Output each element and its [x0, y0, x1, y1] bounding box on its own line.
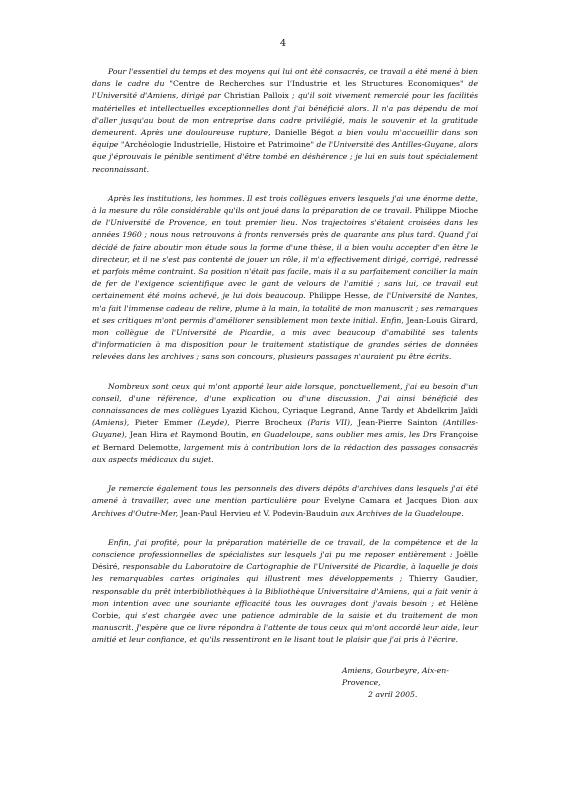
body-text-segment: et [403, 406, 418, 416]
name-text: Jean-Pierre Sainton [358, 418, 438, 428]
body-text-segment: et [389, 496, 407, 506]
name-text: Pierre Brocheux [235, 418, 302, 428]
body-text-segment: Après les institutions, les hommes. Il est trois collègues envers lesquels j'ai une énorme dette, à la mesure du rôle considérable qu'ils ont joué dans la préparation de ce travail. [92, 193, 478, 216]
name-text: Jean-Paul Hervieu [180, 508, 251, 518]
name-text: Lyazid Kichou, Cyriaque Legrand, Anne Tardy [221, 406, 404, 416]
name-text: Bernard Delemotte [102, 442, 179, 452]
body-text-segment: de l'Université d'Amiens, dirigé par [92, 79, 478, 101]
page-number: 4 [279, 38, 287, 49]
body-text-segment: , responsable du Laboratoire de Cartographie de l'Université de Picardie, à laquelle je dois les remarquables cartes originales qui illustrent mes développements ; [92, 562, 478, 584]
name-text: Philippe Hesse [308, 291, 368, 301]
name-text: Hélène Corbie [92, 598, 478, 620]
name-text: V. Podevin-Bauduin [263, 508, 339, 518]
name-text: Philippe Mioche [414, 206, 478, 216]
name-text: Thierry Gaudier [408, 574, 476, 584]
body-text-segment: (Leyde), [192, 418, 236, 428]
body-text-segment: Pour l'essentiel du temps et des moyens qui lui ont été consacrés, ce travail a été mené à bien dans le cadre du [92, 67, 478, 89]
name-text: Pieter Emmer [134, 418, 193, 428]
body-text-segment: et [92, 442, 103, 452]
body-text-segment: de l'Université des Antilles-Guyane, alors que j'éprouvais le pénible sentiment d'être tombé en déshérence ; je lui en suis tout spécialement reconnaissant. [92, 140, 479, 174]
body-text-segment: Nombreux sont ceux qui m'ont apporté leur aide lorsque, ponctuellement, j'ai eu besoin d'un conseil, d'une référence, d'une explication ou d'une discussion. J'ai ainsi bénéficié des connaissances de mes collègues [92, 381, 478, 416]
body-text-segment: et [167, 430, 181, 440]
paragraph-institutions [92, 66, 478, 176]
name-text: Christian Palloix [224, 91, 289, 101]
body-text-segment: aux Archives de la Guadeloupe. [338, 508, 464, 518]
body-text-segment: et [250, 508, 264, 518]
body-text-segment: , qui s'est chargée avec une patience admirable de la saisie et du traitement de mon manuscrit. J'espère que ce livre répondra à l'attente de tous ceux qui m'ont accordé leur aide, leur amitié et leur confiance, et qu'ils ressentiront en le lisant tout le plaisir que j'ai pris à l'écrire. [92, 610, 478, 645]
paragraph-specialists [92, 537, 478, 647]
paragraph-advisors [92, 381, 478, 466]
name-text: Françoise [439, 430, 479, 440]
name-text: Jacques Dion [406, 496, 460, 506]
name-text: Abdelkrim Jaïdi [417, 406, 479, 416]
name-text: Joëlle Désiré [92, 549, 478, 572]
name-text: Evelyne Camara [324, 496, 390, 506]
name-text: Danielle Bégot [274, 128, 334, 138]
body-text-segment: , de l'Université de Nantes, m'a fait l'immense cadeau de relire, plume à la main, la totalité de mon manuscrit ; ses remarques et ses critiques m'ont permis d'améliorer sensiblement mon texte initial. Enfin, [92, 291, 478, 325]
name-text: "Archéologie Industrielle, Histoire et Patrimoine" [120, 140, 314, 150]
body-text-segment: (Paris VII), [301, 418, 359, 428]
body-text-segment: Je remercie également tous les personnels des divers dépôts d'archives dans lesquels j'ai été amené à travailler, avec une mention particulière pour [92, 484, 478, 506]
name-text: Raymond Boutin [180, 430, 247, 440]
body-text-segment: aux Archives d'Outre-Mer, [92, 496, 478, 518]
body-text-segment: , responsable du prêt interbibliothèques à la Bibliothèque Universitaire d'Amiens, qui a fait venir à mon intention avec une souriante efficacité tous les ouvrages dont j'avais besoin ; et [92, 574, 478, 608]
body-text-segment: , largement mis à contribution lors de la rédaction des passages consacrés aux aspects médicaux du sujet. [92, 442, 478, 464]
signature-places: Amiens, Gourbeyre, Aix-en-Provence, [342, 665, 449, 687]
body-text-segment: , en Guadeloupe, sans oublier mes amis, les Drs [246, 430, 440, 440]
body-text-segment: , mon collègue de l'Université de Picardie, a mis avec beaucoup d'amabilité ses talents d'informaticien à ma disposition pour le traitement statistique de grandes séries de données relevées dans les archives ; sans son concours, plusieurs passages n'auraient pu être écrits. [92, 315, 479, 362]
body-text-segment: Enfin, j'ai profité, pour la préparation matérielle de ce travail, de la compétence et de la conscience professionnelles de spécialistes sur lesquels j'ai pu me reposer entièrement : [92, 537, 478, 559]
signature-block [92, 665, 478, 702]
body-text-segment: a bien voulu m'accueillir dans son équipe [92, 128, 478, 150]
acknowledgements-text [92, 66, 478, 701]
body-text-segment: (Amiens), [92, 418, 135, 428]
body-text-segment: (Antilles-Guyane), [92, 418, 478, 440]
body-text-segment: de l'Université de Provence, en tout premier lieu. Nos trajectoires s'étaient croisées dans les années 1960 ; nous nous retrouvons à fronts renversés près de quarante ans plus tard. Quand j'ai décidé de faire aboutir mon étude sous la forme d'une thèse, il a bien voulu accepter d'en être le directeur, et il ne s'est pas contenté de jouer un rôle, il m'a effectivement dirigé, corrigé, redressé et parfois même contraint. Sa position n'était pas facile, mais il a su parfaitement concilier la main de fer de l'exigence scientifique avec le gant de velours de l'amitié ; sans lui, ce travail eut certainement été moins achevé, je lui dois beaucoup. [92, 218, 478, 301]
signature-date: 2 avril 2005. [368, 689, 418, 699]
name-text: Jean Hira [129, 430, 168, 440]
name-text: Jean-Louis Girard [406, 315, 476, 325]
body-text-segment: ; qu'il soit vivement remercié pour les facilités matérielles et intellectuelles exceptionnelles dont j'ai bénéficié alors. Il n'a pas dépendu de moi d'aller jusqu'au bout de mon entreprise dans cadre privilégié, mais le souvenir et la gratitude demeurent. Après une douloureuse rupture, [92, 91, 479, 138]
paragraph-archives [92, 483, 478, 520]
name-text: "Centre de Recherches sur l'Industrie et les Structures Economiques" [169, 79, 464, 89]
paragraph-colleagues [92, 193, 478, 364]
